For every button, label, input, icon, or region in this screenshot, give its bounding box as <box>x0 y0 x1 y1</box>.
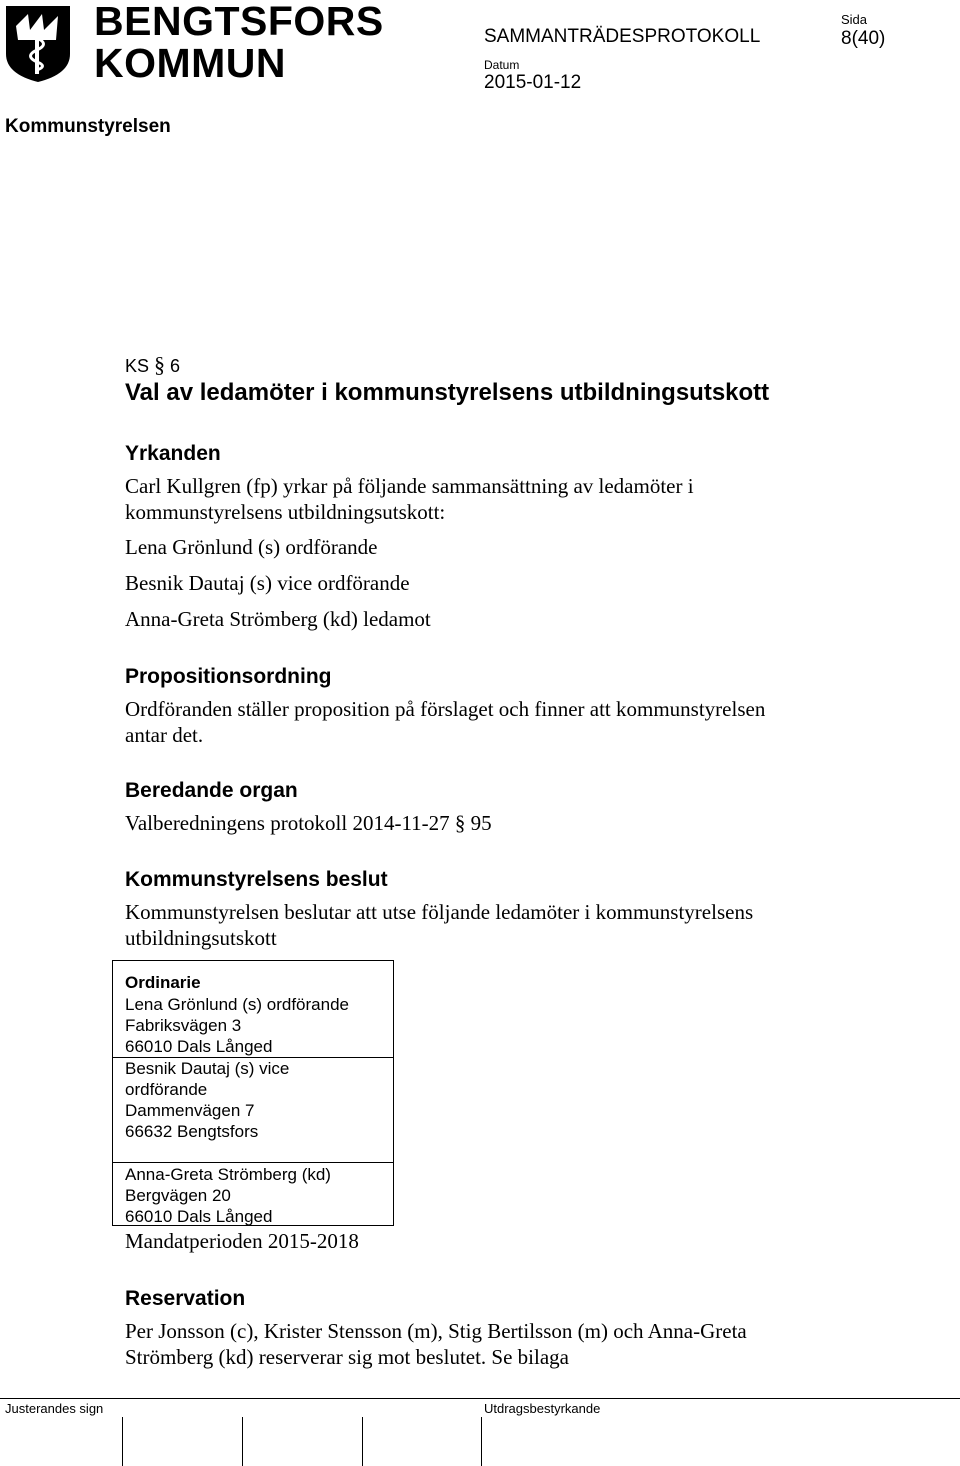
table-cell-line: 66010 Dals Långed <box>125 1207 273 1226</box>
logo-line-2: KOMMUN <box>94 40 287 86</box>
beredande-text <box>125 810 492 836</box>
beslut-heading: Kommunstyrelsens beslut <box>125 868 388 891</box>
page-number: 8(40) <box>841 28 886 49</box>
table-row-divider <box>113 1162 393 1163</box>
municipality-crest-logo <box>4 4 72 84</box>
yrkanden-line: kommunstyrelsens utbildningsutskott: <box>125 500 446 524</box>
table-cell-line: 66632 Bengtsfors <box>125 1122 259 1141</box>
beredande-reference: Valberedningens protokoll 2014-11-27 <box>125 811 450 835</box>
section-prefix: KS <box>125 356 150 376</box>
propositionsordning-text <box>125 696 765 748</box>
propositionsordning-heading: Propositionsordning <box>125 665 332 688</box>
signature-box-divider <box>242 1417 243 1466</box>
proposed-member: Besnik Dautaj (s) vice ordförande <box>125 571 410 595</box>
table-cell-line: Dammenvägen 7 <box>125 1101 255 1120</box>
yrkanden-heading: Yrkanden <box>125 442 221 465</box>
yrkanden-text <box>125 473 694 525</box>
document-type: SAMMANTRÄDESPROTOKOLL <box>484 26 761 47</box>
reservation-text <box>125 1318 747 1370</box>
reservation-line: Strömberg (kd) reserverar sig mot beslutet. Se bilaga <box>125 1345 569 1369</box>
table-cell-line: 66010 Dals Långed <box>125 1037 273 1056</box>
committee-name: Kommunstyrelsen <box>5 116 171 137</box>
proposed-member: Lena Grönlund (s) ordförande <box>125 535 378 559</box>
page-title: Val av ledamöter i kommunstyrelsens utbildningsutskott <box>125 379 770 406</box>
beredande-heading: Beredande organ <box>125 779 298 802</box>
beslut-text <box>125 899 753 951</box>
footer-divider <box>0 1398 960 1399</box>
page-label: Sida <box>841 12 868 27</box>
section-number: 6 <box>170 356 181 376</box>
beslut-line: Kommunstyrelsen beslutar att utse följande ledamöter i kommunstyrelsens <box>125 900 754 924</box>
table-cell-line: Besnik Dautaj (s) vice <box>125 1059 290 1078</box>
propositionsordning-line: antar det. <box>125 723 204 747</box>
certification-label: Utdragsbestyrkande <box>484 1401 601 1416</box>
table-cell-line: Lena Grönlund (s) ordförande <box>125 995 349 1014</box>
date-label: Datum <box>484 58 520 72</box>
propositionsordning-line: Ordföranden ställer proposition på förslaget och finner att kommunstyrelsen <box>125 697 766 721</box>
signature-box-divider <box>362 1417 363 1466</box>
section-sign-icon: § <box>454 811 466 835</box>
logo-line-1: BENGTSFORS <box>94 0 384 44</box>
signature-box-divider <box>122 1417 123 1466</box>
signature-box-divider <box>481 1417 482 1466</box>
municipality-logo-text <box>94 0 384 84</box>
section-sign-icon: § <box>154 352 166 377</box>
reservation-heading: Reservation <box>125 1287 246 1310</box>
beslut-line: utbildningsutskott <box>125 926 277 950</box>
proposed-member: Anna-Greta Strömberg (kd) ledamot <box>125 607 431 631</box>
table-cell-line: Fabriksvägen 3 <box>125 1016 242 1035</box>
signature-label: Justerandes sign <box>5 1401 104 1416</box>
table-header: Ordinarie <box>125 973 201 992</box>
yrkanden-line: Carl Kullgren (fp) yrkar på följande sammansättning av ledamöter i <box>125 474 694 498</box>
date-value: 2015-01-12 <box>484 72 582 93</box>
table-cell-line: Bergvägen 20 <box>125 1186 231 1205</box>
mandate-period: Mandatperioden 2015-2018 <box>125 1229 359 1253</box>
table-cell-line: Anna-Greta Strömberg (kd) <box>125 1165 331 1184</box>
members-table <box>112 960 394 1226</box>
beredande-number: 95 <box>470 811 492 835</box>
reservation-line: Per Jonsson (c), Krister Stensson (m), Stig Bertilsson (m) och Anna-Greta <box>125 1319 747 1343</box>
table-cell-line: ordförande <box>125 1080 208 1099</box>
section-reference <box>125 352 180 378</box>
